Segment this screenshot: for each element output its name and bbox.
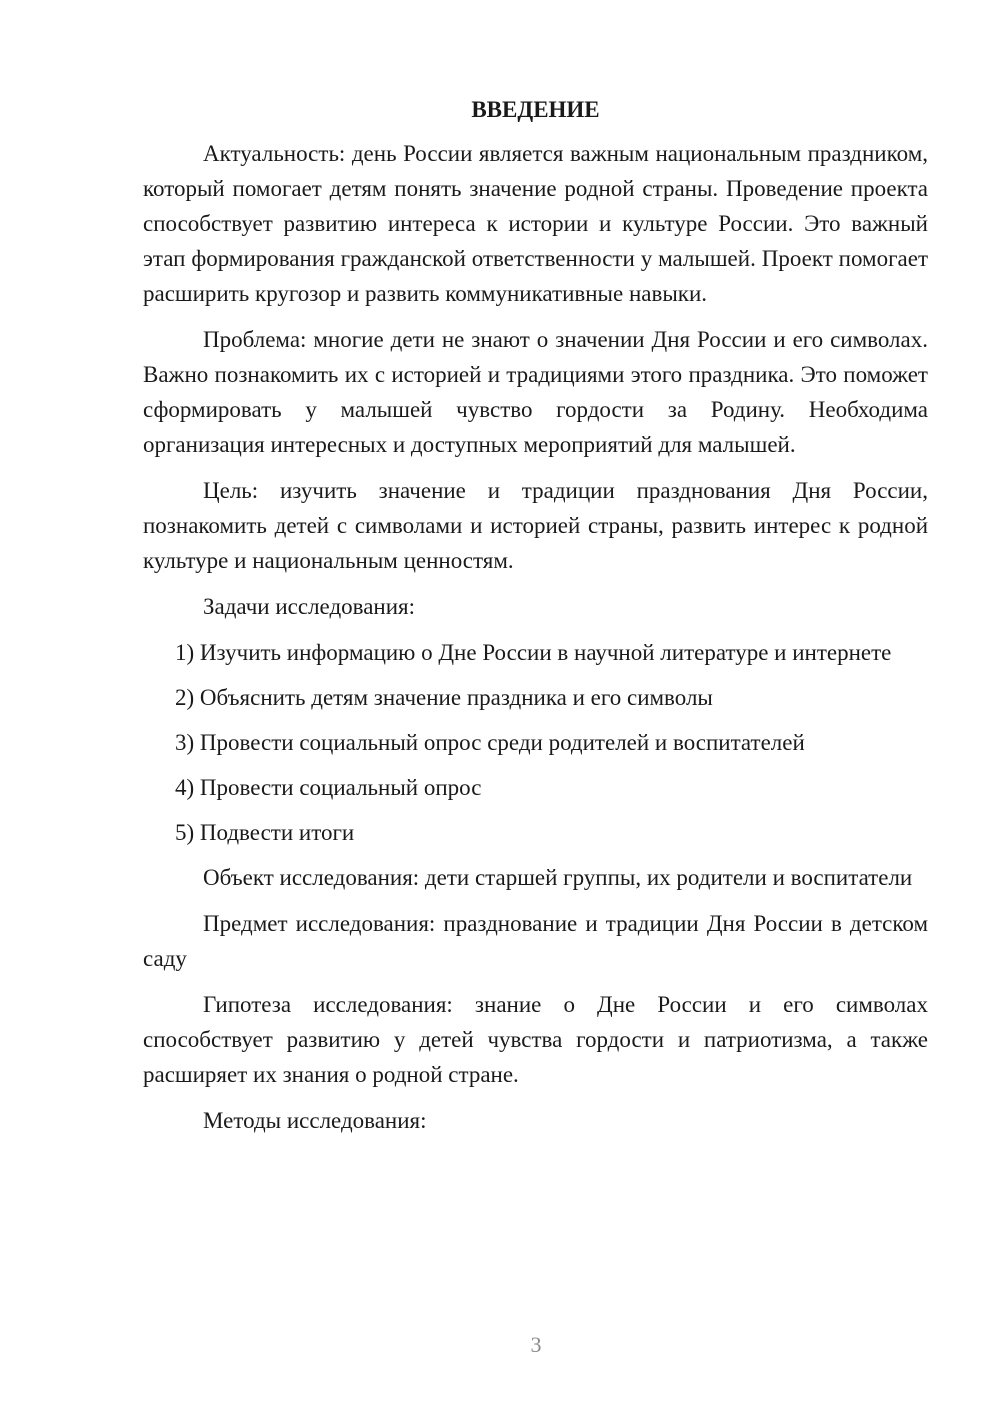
list-item-task-3: 3) Провести социальный опрос среди родителей и воспитателей bbox=[175, 730, 805, 755]
methods-heading: Методы исследования: bbox=[203, 1108, 427, 1133]
tasks-heading: Задачи исследования: bbox=[203, 594, 416, 619]
paragraph-hypothesis: Гипотеза исследования: знание о Дне России и его символах способствует развитию у детей чувства гордости и патриотизма, а также расширяет их знания о родной стране. bbox=[143, 992, 928, 1087]
paragraph-subject: Предмет исследования: празднование и традиции Дня России в детском саду bbox=[143, 911, 928, 971]
section-title: ВВЕДЕНИЕ bbox=[471, 97, 600, 122]
list-item-task-2: 2) Объяснить детям значение праздника и его символы bbox=[175, 685, 713, 710]
paragraph-problem: Проблема: многие дети не знают о значении Дня России и его символах. Важно познакомить их с историей и традициями этого праздника. Это поможет сформировать у малышей чувство гордости за Родину. Необходима организация интересных и доступных мероприятий для малышей. bbox=[143, 327, 928, 457]
paragraph-relevance: Актуальность: день России является важным национальным праздником, который помогает детям понять значение родной страны. Проведение проекта способствует развитию интереса к истории и культуре России. Это важный этап формирования гражданской ответственности у малышей. Проект помогает расширить кругозор и развить коммуникативные навыки. bbox=[143, 141, 928, 306]
paragraph-object: Объект исследования: дети старшей группы, их родители и воспитатели bbox=[203, 865, 913, 890]
list-item-task-1: 1) Изучить информацию о Дне России в научной литературе и интернете bbox=[175, 640, 892, 665]
list-item-task-4: 4) Провести социальный опрос bbox=[175, 775, 482, 800]
document-page bbox=[143, 92, 928, 1149]
list-item-task-5: 5) Подвести итоги bbox=[175, 820, 355, 845]
page-number: 3 bbox=[530, 1332, 542, 1357]
paragraph-goal: Цель: изучить значение и традиции празднования Дня России, познакомить детей с символами и историей страны, развить интерес к родной культуре и национальным ценностям. bbox=[143, 478, 928, 573]
